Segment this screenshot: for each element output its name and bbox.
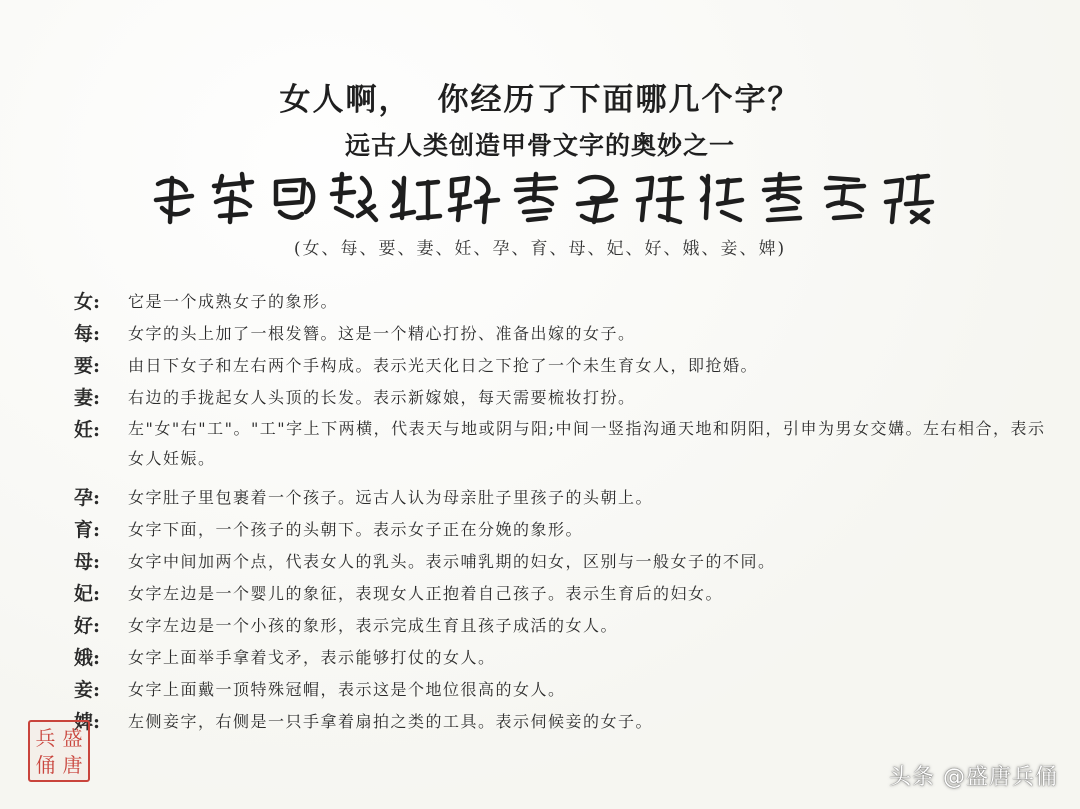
- entry-hao: [74, 610, 1064, 642]
- entry-text: 女字左边是一个婴儿的象征，表现女人正抱着自己孩子。表示生育后的妇女。: [128, 584, 724, 603]
- entry-nv: [74, 286, 1064, 318]
- entry-text: 右边的手拢起女人头顶的长发。表示新嫁娘，每天需要梳妆打扮。: [128, 388, 636, 407]
- entry-text: 由日下女子和左右两个手构成。表示光天化日之下抢了一个未生育女人，即抢婚。: [128, 356, 759, 375]
- entry-yao: [74, 350, 1064, 382]
- oracle-glyph-6: [450, 178, 498, 222]
- entry-text: 女字的头上加了一根发簪。这是一个精心打扮、准备出嫁的女子。: [128, 324, 636, 343]
- title-part-2: 你经历了下面哪几个字？: [437, 82, 801, 118]
- page-title: [0, 74, 1080, 119]
- watermark: 头条 @盛唐兵俑: [889, 765, 1058, 790]
- entry-char: 育:: [74, 519, 101, 541]
- oracle-glyph-12: [826, 178, 864, 218]
- page-subtitle: 远古人类创造甲骨文字的奥妙之一: [344, 131, 735, 160]
- oracle-glyph-11: [764, 174, 800, 220]
- entry-fei: [74, 578, 1064, 610]
- entry-text: 女字上面戴一顶特殊冠帽，表示这是个地位很高的女人。: [128, 680, 566, 699]
- seal-char: 唐: [62, 752, 83, 777]
- entry-qie: [74, 674, 1064, 706]
- seal-char: 兵: [35, 725, 56, 750]
- entry-text: 女字上面举手拿着戈矛，表示能够打仗的女人。: [128, 648, 496, 667]
- entry-char: 孕:: [74, 487, 101, 509]
- entry-text: 左"女"右"工"。"工"字上下两横，代表天与地或阴与阳;中间一竖指沟通天地和阴阳，引申为男女交媾。左右相合，表示女人妊娠。: [128, 419, 1046, 468]
- entry-char: 母:: [74, 551, 101, 573]
- entry-text: 女字中间加两个点，代表女人的乳头。表示哺乳期的妇女，区别与一般女子的不同。: [128, 552, 776, 571]
- oracle-glyph-10: [702, 176, 742, 220]
- entry-yu: [74, 514, 1064, 546]
- red-seal-stamp: [28, 720, 90, 782]
- entry-char: 娥:: [74, 647, 101, 669]
- entry-e: [74, 642, 1064, 674]
- seal-char: 盛: [62, 725, 83, 750]
- oracle-bone-glyph-row: [140, 168, 950, 228]
- oracle-glyph-4: [332, 174, 376, 220]
- entry-yun: [74, 482, 1064, 514]
- entry-mei: [74, 318, 1064, 350]
- entry-bi: [74, 706, 1064, 738]
- entry-text: 女字左边是一个小孩的象形，表示完成生育且孩子成活的女人。: [128, 616, 619, 635]
- entry-text: 它是一个成熟女子的象形。: [128, 292, 339, 311]
- entry-char: 每:: [74, 323, 101, 345]
- entry-char: 要:: [74, 355, 101, 377]
- title-part-1: 女人啊，: [279, 82, 412, 118]
- oracle-glyph-9: [638, 178, 682, 222]
- character-list: (女、每、要、妻、妊、孕、育、母、妃、好、娥、妾、婢): [293, 239, 787, 259]
- oracle-glyph-5: [392, 178, 440, 218]
- entry-qi: [74, 382, 1064, 414]
- entry-char: 好:: [74, 615, 101, 637]
- entry-char: 妃:: [74, 583, 101, 605]
- entry-char: 婢:: [74, 711, 101, 733]
- oracle-glyph-8: [578, 177, 616, 222]
- oracle-glyph-13: [886, 176, 932, 222]
- seal-char: 俑: [35, 752, 56, 777]
- entry-mu: [74, 546, 1064, 578]
- entry-text: 女字肚子里包裹着一个孩子。远古人认为母亲肚子里孩子的头朝上。: [128, 488, 654, 507]
- oracle-glyph-7: [516, 174, 556, 220]
- entries-list: [74, 286, 1064, 738]
- entry-char: 妊:: [74, 419, 101, 441]
- oracle-glyph-2: [214, 174, 252, 222]
- entry-text: 女字下面，一个孩子的头朝下。表示女子正在分娩的象形。: [128, 520, 584, 539]
- entry-char: 女:: [74, 291, 101, 313]
- entry-ren: [74, 414, 1064, 474]
- oracle-bone-glyphs-image: [140, 168, 950, 228]
- entry-char: 妻:: [74, 387, 101, 409]
- oracle-glyph-3: [276, 180, 313, 218]
- entry-text: 左侧妾字，右侧是一只手拿着扇拍之类的工具。表示伺候妾的女子。: [128, 712, 654, 731]
- entry-char: 妾:: [74, 679, 101, 701]
- oracle-glyph-1: [156, 178, 192, 222]
